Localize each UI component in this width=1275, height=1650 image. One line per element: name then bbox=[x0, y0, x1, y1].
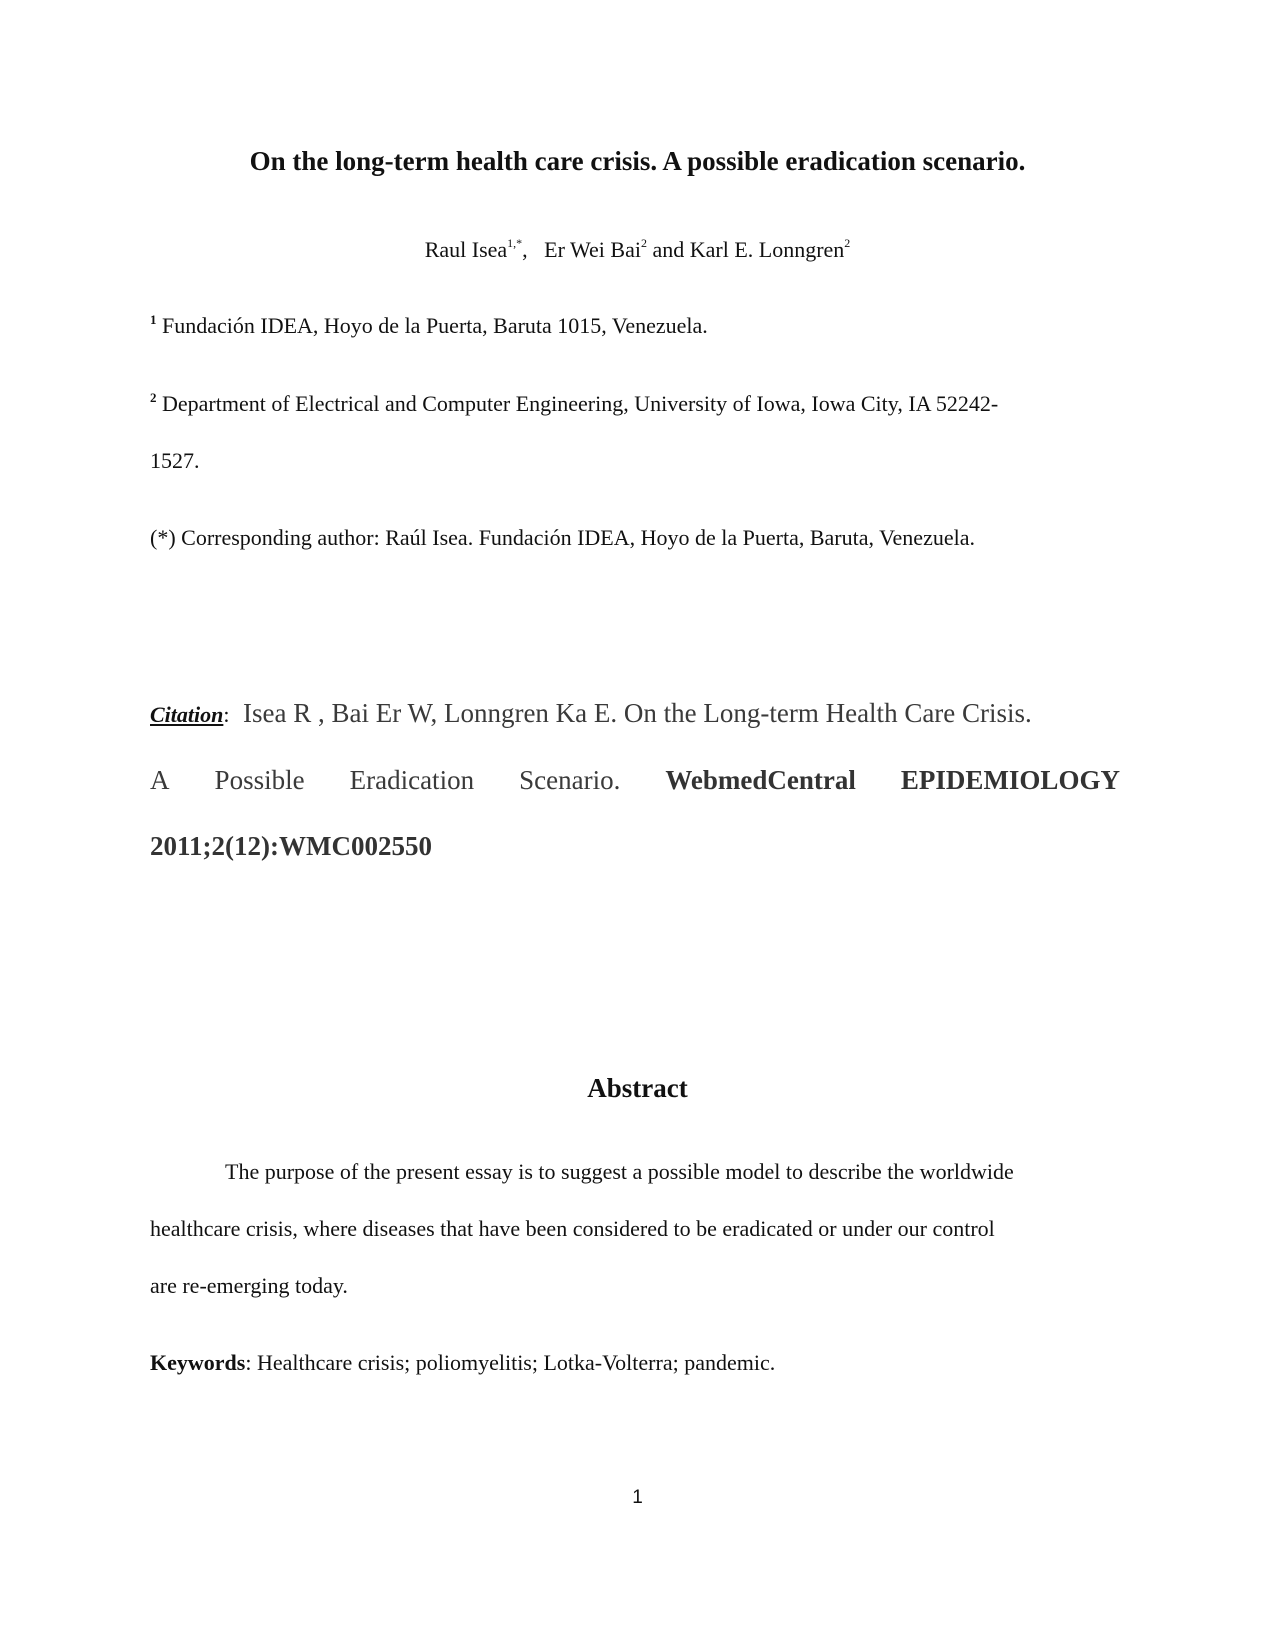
citation-colon: : bbox=[223, 702, 230, 727]
author-affiliation-mark: 2 bbox=[640, 236, 647, 250]
abstract-heading: Abstract bbox=[587, 1073, 688, 1103]
affiliation-text: Department of Electrical and Computer Engineering, University of Iowa, Iowa City, IA 52242- bbox=[156, 391, 999, 416]
author-list bbox=[0, 235, 1275, 265]
citation-line-2 bbox=[150, 762, 1120, 798]
affiliation-text: Fundación IDEA, Hoyo de la Puerta, Baruta 1015, Venezuela. bbox=[156, 313, 708, 338]
affiliation-marker: 1 bbox=[150, 312, 157, 327]
author-affiliation-mark: 2 bbox=[844, 236, 851, 250]
abstract-line: healthcare crisis, where diseases that have been considered to be eradicated or under our control bbox=[150, 1216, 995, 1241]
citation-line-3: 2011;2(12):WMC002550 bbox=[150, 831, 432, 861]
keywords bbox=[150, 1348, 775, 1378]
author-affiliation-mark: 1,* bbox=[507, 236, 523, 250]
citation-text: Isea R , Bai Er W, Lonngren Ka E. On the Long-term Health Care Crisis. bbox=[229, 698, 1032, 728]
affiliation-marker: 2 bbox=[150, 390, 157, 405]
author-name: Karl E. Lonngren bbox=[689, 237, 845, 262]
citation-line-1 bbox=[150, 695, 1120, 733]
author-separator: and bbox=[646, 237, 690, 262]
citation-journal-word: WebmedCentral bbox=[665, 765, 856, 795]
citation-word: Possible bbox=[214, 765, 305, 795]
citation-word: Scenario. bbox=[519, 765, 621, 795]
affiliation-2-continued: 1527. bbox=[150, 448, 200, 473]
citation-journal-word: EPIDEMIOLOGY bbox=[900, 765, 1120, 795]
paper-title: On the long-term health care crisis. A possible eradication scenario. bbox=[249, 146, 1026, 176]
abstract-line: are re-emerging today. bbox=[150, 1273, 348, 1298]
affiliation-1 bbox=[150, 311, 708, 341]
citation-label: Citation bbox=[150, 702, 224, 727]
page-number: 1 bbox=[632, 1487, 643, 1508]
keywords-label: Keywords bbox=[150, 1350, 246, 1375]
author-name: Raul Isea bbox=[424, 237, 508, 262]
abstract-line: The purpose of the present essay is to suggest a possible model to describe the worldwide bbox=[225, 1159, 1014, 1184]
author-name: Er Wei Bai bbox=[544, 237, 641, 262]
corresponding-author: (*) Corresponding author: Raúl Isea. Fundación IDEA, Hoyo de la Puerta, Baruta, Venezuela. bbox=[150, 525, 975, 550]
citation-word: Eradication bbox=[349, 765, 475, 795]
affiliation-2 bbox=[150, 389, 1120, 419]
author-separator: , bbox=[522, 237, 545, 262]
citation-word: A bbox=[150, 765, 170, 795]
keywords-text: : Healthcare crisis; poliomyelitis; Lotka-Volterra; pandemic. bbox=[245, 1350, 776, 1375]
